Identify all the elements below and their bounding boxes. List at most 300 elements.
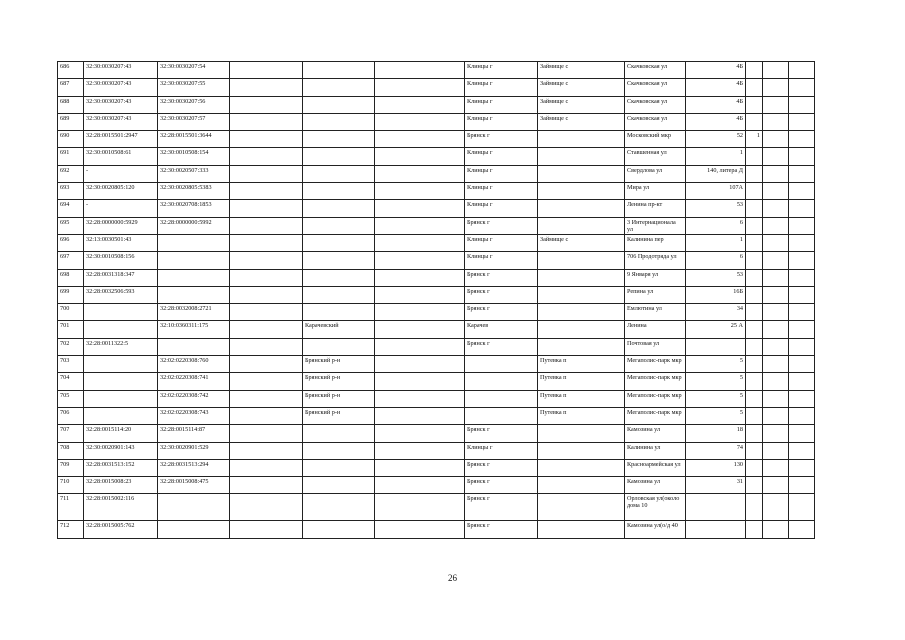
object-cadastral-number-cell: 32:30:0030207:55 — [158, 79, 230, 96]
village-cell: Путевка п — [538, 390, 625, 407]
district-cell — [303, 165, 375, 182]
city-cell — [465, 407, 538, 424]
region-cell — [230, 62, 303, 79]
village-cell — [538, 459, 625, 476]
flat-cell — [763, 217, 789, 234]
street-cell: 3 Интернационала ул — [625, 217, 686, 234]
table-row — [58, 521, 815, 538]
city-cell: Клинцы г — [465, 200, 538, 217]
village-cell — [538, 269, 625, 286]
building-cell — [746, 442, 763, 459]
street-cell: Скачковская ул — [625, 113, 686, 130]
object-cadastral-number-cell: 32:30:0020805:5383 — [158, 183, 230, 200]
cadastral-number-cell — [84, 407, 158, 424]
village-cell: Займище с — [538, 79, 625, 96]
cadastral-number-cell: 32:28:0015008:23 — [84, 477, 158, 494]
house-number-cell — [686, 494, 746, 521]
flat-cell — [763, 304, 789, 321]
region-cell — [230, 234, 303, 251]
cadastral-number-cell: 32:28:0031318:347 — [84, 269, 158, 286]
street-cell: Мегаполис-парк мкр — [625, 356, 686, 373]
row-number-cell: 711 — [58, 494, 84, 521]
building-cell: 1 — [746, 131, 763, 148]
region-cell — [230, 407, 303, 424]
object-cadastral-number-cell: 32:30:0020708:1853 — [158, 200, 230, 217]
house-number-cell: 16Б — [686, 286, 746, 303]
extra-cell — [789, 165, 815, 182]
street-cell: Мира ул — [625, 183, 686, 200]
house-number-cell: 1 — [686, 234, 746, 251]
settlement-type-cell — [375, 113, 465, 130]
region-cell — [230, 252, 303, 269]
extra-cell — [789, 442, 815, 459]
row-number-cell: 703 — [58, 356, 84, 373]
city-cell: Клинцы г — [465, 113, 538, 130]
building-cell — [746, 269, 763, 286]
city-cell: Карачев — [465, 321, 538, 338]
extra-cell — [789, 373, 815, 390]
table-row — [58, 62, 815, 79]
street-cell: Калинина пер — [625, 234, 686, 251]
flat-cell — [763, 373, 789, 390]
city-cell: Брянск г — [465, 131, 538, 148]
village-cell — [538, 425, 625, 442]
street-cell: Мегаполис-парк мкр — [625, 373, 686, 390]
row-number-cell: 699 — [58, 286, 84, 303]
building-cell — [746, 200, 763, 217]
table-row — [58, 96, 815, 113]
street-cell: Скачковская ул — [625, 96, 686, 113]
district-cell — [303, 338, 375, 355]
house-number-cell: 5 — [686, 373, 746, 390]
city-cell: Брянск г — [465, 338, 538, 355]
flat-cell — [763, 321, 789, 338]
table-row — [58, 442, 815, 459]
region-cell — [230, 200, 303, 217]
row-number-cell: 693 — [58, 183, 84, 200]
cadastral-number-cell: 32:30:0010508:61 — [84, 148, 158, 165]
table-row — [58, 252, 815, 269]
table-row — [58, 373, 815, 390]
house-number-cell: 34 — [686, 304, 746, 321]
village-cell — [538, 148, 625, 165]
settlement-type-cell — [375, 321, 465, 338]
settlement-type-cell — [375, 217, 465, 234]
house-number-cell: 25 А — [686, 321, 746, 338]
object-cadastral-number-cell: 32:30:0010508:154 — [158, 148, 230, 165]
district-cell: Брянский р-н — [303, 373, 375, 390]
cadastral-number-cell: 32:30:0030207:43 — [84, 113, 158, 130]
city-cell: Клинцы г — [465, 165, 538, 182]
building-cell — [746, 521, 763, 538]
district-cell — [303, 425, 375, 442]
extra-cell — [789, 407, 815, 424]
settlement-type-cell — [375, 304, 465, 321]
street-cell: Репина ул — [625, 286, 686, 303]
cadastral-number-cell: - — [84, 200, 158, 217]
cadastral-number-cell: 32:30:0030207:43 — [84, 96, 158, 113]
row-number-cell: 707 — [58, 425, 84, 442]
settlement-type-cell — [375, 131, 465, 148]
object-cadastral-number-cell: 32:30:0030207:57 — [158, 113, 230, 130]
region-cell — [230, 165, 303, 182]
flat-cell — [763, 96, 789, 113]
street-cell: Мегаполис-парк мкр — [625, 390, 686, 407]
settlement-type-cell — [375, 165, 465, 182]
settlement-type-cell — [375, 96, 465, 113]
street-cell: Камозина ул — [625, 425, 686, 442]
region-cell — [230, 521, 303, 538]
cadastral-number-cell: 32:13:0030501:43 — [84, 234, 158, 251]
table-row — [58, 148, 815, 165]
district-cell — [303, 217, 375, 234]
extra-cell — [789, 286, 815, 303]
object-cadastral-number-cell — [158, 521, 230, 538]
street-cell: 706 Продотряда ул — [625, 252, 686, 269]
row-number-cell: 698 — [58, 269, 84, 286]
table-row — [58, 183, 815, 200]
object-cadastral-number-cell — [158, 269, 230, 286]
street-cell: Свердлова ул — [625, 165, 686, 182]
object-cadastral-number-cell: 32:28:0015008:475 — [158, 477, 230, 494]
extra-cell — [789, 477, 815, 494]
city-cell: Брянск г — [465, 286, 538, 303]
district-cell — [303, 96, 375, 113]
object-cadastral-number-cell: 32:28:0031513:294 — [158, 459, 230, 476]
building-cell — [746, 148, 763, 165]
city-cell: Брянск г — [465, 269, 538, 286]
cadastral-number-cell: 32:30:0030207:43 — [84, 62, 158, 79]
flat-cell — [763, 252, 789, 269]
street-cell: Красноармейская ул — [625, 459, 686, 476]
village-cell: Займище с — [538, 113, 625, 130]
house-number-cell: 4Б — [686, 96, 746, 113]
house-number-cell: 6 — [686, 217, 746, 234]
district-cell — [303, 131, 375, 148]
district-cell — [303, 442, 375, 459]
settlement-type-cell — [375, 234, 465, 251]
building-cell — [746, 390, 763, 407]
district-cell: Брянский р-н — [303, 356, 375, 373]
object-cadastral-number-cell: 32:10:0360311:175 — [158, 321, 230, 338]
flat-cell — [763, 521, 789, 538]
row-number-cell: 708 — [58, 442, 84, 459]
street-cell: Калинина ул — [625, 442, 686, 459]
house-number-cell: 53 — [686, 200, 746, 217]
region-cell — [230, 425, 303, 442]
settlement-type-cell — [375, 338, 465, 355]
table-row — [58, 407, 815, 424]
house-number-cell: 53 — [686, 269, 746, 286]
house-number-cell — [686, 338, 746, 355]
row-number-cell: 705 — [58, 390, 84, 407]
object-cadastral-number-cell — [158, 338, 230, 355]
street-cell: Скачковская ул — [625, 79, 686, 96]
city-cell: Клинцы г — [465, 442, 538, 459]
cadastral-number-cell — [84, 373, 158, 390]
row-number-cell: 710 — [58, 477, 84, 494]
page-number: 26 — [448, 573, 457, 583]
city-cell: Клинцы г — [465, 148, 538, 165]
row-number-cell: 700 — [58, 304, 84, 321]
flat-cell — [763, 148, 789, 165]
street-cell: Емлютина ул — [625, 304, 686, 321]
region-cell — [230, 113, 303, 130]
region-cell — [230, 131, 303, 148]
district-cell — [303, 200, 375, 217]
city-cell: Клинцы г — [465, 234, 538, 251]
building-cell — [746, 373, 763, 390]
house-number-cell: 4Б — [686, 79, 746, 96]
settlement-type-cell — [375, 442, 465, 459]
table-row — [58, 477, 815, 494]
cadastral-number-cell: 32:28:0015114:20 — [84, 425, 158, 442]
extra-cell — [789, 425, 815, 442]
object-cadastral-number-cell: 32:02:0220308:743 — [158, 407, 230, 424]
village-cell — [538, 183, 625, 200]
table-row — [58, 234, 815, 251]
row-number-cell: 695 — [58, 217, 84, 234]
cadastral-number-cell: 32:28:0031513:152 — [84, 459, 158, 476]
building-cell — [746, 304, 763, 321]
village-cell — [538, 217, 625, 234]
flat-cell — [763, 79, 789, 96]
cadastral-number-cell — [84, 321, 158, 338]
region-cell — [230, 96, 303, 113]
cadastral-number-cell: 32:28:0015005:762 — [84, 521, 158, 538]
district-cell — [303, 234, 375, 251]
building-cell — [746, 459, 763, 476]
region-cell — [230, 477, 303, 494]
extra-cell — [789, 62, 815, 79]
house-number-cell: 5 — [686, 356, 746, 373]
district-cell: Брянский р-н — [303, 407, 375, 424]
settlement-type-cell — [375, 356, 465, 373]
building-cell — [746, 407, 763, 424]
flat-cell — [763, 407, 789, 424]
house-number-cell: 1 — [686, 148, 746, 165]
flat-cell — [763, 234, 789, 251]
flat-cell — [763, 183, 789, 200]
region-cell — [230, 286, 303, 303]
village-cell — [538, 165, 625, 182]
building-cell — [746, 79, 763, 96]
region-cell — [230, 390, 303, 407]
house-number-cell: 130 — [686, 459, 746, 476]
house-number-cell: 6 — [686, 252, 746, 269]
flat-cell — [763, 442, 789, 459]
village-cell: Займище с — [538, 234, 625, 251]
flat-cell — [763, 459, 789, 476]
object-cadastral-number-cell: 32:28:0000000:5992 — [158, 217, 230, 234]
city-cell: Брянск г — [465, 459, 538, 476]
district-cell: Карачевский — [303, 321, 375, 338]
settlement-type-cell — [375, 407, 465, 424]
object-cadastral-number-cell: 32:28:0032008:2721 — [158, 304, 230, 321]
building-cell — [746, 183, 763, 200]
village-cell — [538, 338, 625, 355]
extra-cell — [789, 183, 815, 200]
settlement-type-cell — [375, 252, 465, 269]
table-row — [58, 79, 815, 96]
row-number-cell: 692 — [58, 165, 84, 182]
city-cell — [465, 390, 538, 407]
street-cell: Мегаполис-парк мкр — [625, 407, 686, 424]
registry-body — [58, 62, 815, 539]
extra-cell — [789, 338, 815, 355]
building-cell — [746, 217, 763, 234]
table-row — [58, 321, 815, 338]
street-cell: 9 Января ул — [625, 269, 686, 286]
settlement-type-cell — [375, 373, 465, 390]
extra-cell — [789, 252, 815, 269]
region-cell — [230, 183, 303, 200]
table-row — [58, 390, 815, 407]
flat-cell — [763, 286, 789, 303]
cadastral-number-cell: 32:30:0030207:43 — [84, 79, 158, 96]
row-number-cell: 709 — [58, 459, 84, 476]
village-cell — [538, 252, 625, 269]
row-number-cell: 706 — [58, 407, 84, 424]
city-cell: Брянск г — [465, 217, 538, 234]
table-row — [58, 200, 815, 217]
village-cell: Путевка п — [538, 407, 625, 424]
cadastral-number-cell: 32:30:0020805:120 — [84, 183, 158, 200]
object-cadastral-number-cell: 32:02:0220308:760 — [158, 356, 230, 373]
district-cell — [303, 79, 375, 96]
extra-cell — [789, 459, 815, 476]
city-cell — [465, 373, 538, 390]
flat-cell — [763, 390, 789, 407]
building-cell — [746, 62, 763, 79]
street-cell: Ленина — [625, 321, 686, 338]
region-cell — [230, 217, 303, 234]
row-number-cell: 697 — [58, 252, 84, 269]
flat-cell — [763, 477, 789, 494]
extra-cell — [789, 113, 815, 130]
row-number-cell: 689 — [58, 113, 84, 130]
extra-cell — [789, 494, 815, 521]
district-cell — [303, 148, 375, 165]
house-number-cell: 4Б — [686, 113, 746, 130]
street-cell: Камозина ул(о/д 40 — [625, 521, 686, 538]
house-number-cell: 4Б — [686, 62, 746, 79]
region-cell — [230, 321, 303, 338]
region-cell — [230, 459, 303, 476]
street-cell: Ставшенная ул — [625, 148, 686, 165]
street-cell: Камозина ул — [625, 477, 686, 494]
house-number-cell: 52 — [686, 131, 746, 148]
extra-cell — [789, 304, 815, 321]
table-row — [58, 494, 815, 521]
row-number-cell: 712 — [58, 521, 84, 538]
object-cadastral-number-cell: 32:30:0030207:54 — [158, 62, 230, 79]
table-row — [58, 269, 815, 286]
flat-cell — [763, 338, 789, 355]
city-cell: Клинцы г — [465, 79, 538, 96]
district-cell — [303, 62, 375, 79]
extra-cell — [789, 131, 815, 148]
district-cell — [303, 304, 375, 321]
building-cell — [746, 425, 763, 442]
village-cell — [538, 200, 625, 217]
village-cell: Путевка п — [538, 373, 625, 390]
row-number-cell: 691 — [58, 148, 84, 165]
object-cadastral-number-cell: 32:28:0015501:3644 — [158, 131, 230, 148]
street-cell: Почтовая ул — [625, 338, 686, 355]
house-number-cell: 5 — [686, 407, 746, 424]
city-cell: Брянск г — [465, 521, 538, 538]
flat-cell — [763, 131, 789, 148]
flat-cell — [763, 425, 789, 442]
extra-cell — [789, 321, 815, 338]
object-cadastral-number-cell: 32:02:0220308:741 — [158, 373, 230, 390]
region-cell — [230, 269, 303, 286]
flat-cell — [763, 165, 789, 182]
region-cell — [230, 442, 303, 459]
village-cell — [538, 304, 625, 321]
city-cell: Брянск г — [465, 477, 538, 494]
building-cell — [746, 252, 763, 269]
district-cell — [303, 183, 375, 200]
cadastral-number-cell: 32:28:0015002:116 — [84, 494, 158, 521]
building-cell — [746, 234, 763, 251]
city-cell: Клинцы г — [465, 183, 538, 200]
cadastral-number-cell: 32:28:0015501:2947 — [84, 131, 158, 148]
city-cell: Брянск г — [465, 304, 538, 321]
flat-cell — [763, 494, 789, 521]
house-number-cell: 74 — [686, 442, 746, 459]
flat-cell — [763, 113, 789, 130]
extra-cell — [789, 269, 815, 286]
cadastral-number-cell: 32:28:0032506:593 — [84, 286, 158, 303]
settlement-type-cell — [375, 425, 465, 442]
flat-cell — [763, 269, 789, 286]
region-cell — [230, 494, 303, 521]
city-cell: Клинцы г — [465, 252, 538, 269]
object-cadastral-number-cell: 32:30:0020901:529 — [158, 442, 230, 459]
district-cell — [303, 113, 375, 130]
house-number-cell — [686, 521, 746, 538]
house-number-cell: 107А — [686, 183, 746, 200]
object-cadastral-number-cell — [158, 286, 230, 303]
flat-cell — [763, 200, 789, 217]
cadastral-number-cell: 32:30:0020901:143 — [84, 442, 158, 459]
district-cell — [303, 521, 375, 538]
table-row — [58, 425, 815, 442]
district-cell — [303, 269, 375, 286]
table-row — [58, 338, 815, 355]
city-cell: Брянск г — [465, 494, 538, 521]
village-cell: Займище с — [538, 96, 625, 113]
extra-cell — [789, 356, 815, 373]
settlement-type-cell — [375, 477, 465, 494]
district-cell — [303, 459, 375, 476]
street-cell: Орловская ул(около дома 10 — [625, 494, 686, 521]
village-cell — [538, 494, 625, 521]
extra-cell — [789, 148, 815, 165]
extra-cell — [789, 79, 815, 96]
building-cell — [746, 321, 763, 338]
object-cadastral-number-cell — [158, 234, 230, 251]
village-cell — [538, 442, 625, 459]
table-row — [58, 131, 815, 148]
object-cadastral-number-cell — [158, 494, 230, 521]
object-cadastral-number-cell: 32:30:0030207:56 — [158, 96, 230, 113]
cadastral-number-cell: - — [84, 165, 158, 182]
settlement-type-cell — [375, 521, 465, 538]
row-number-cell: 704 — [58, 373, 84, 390]
